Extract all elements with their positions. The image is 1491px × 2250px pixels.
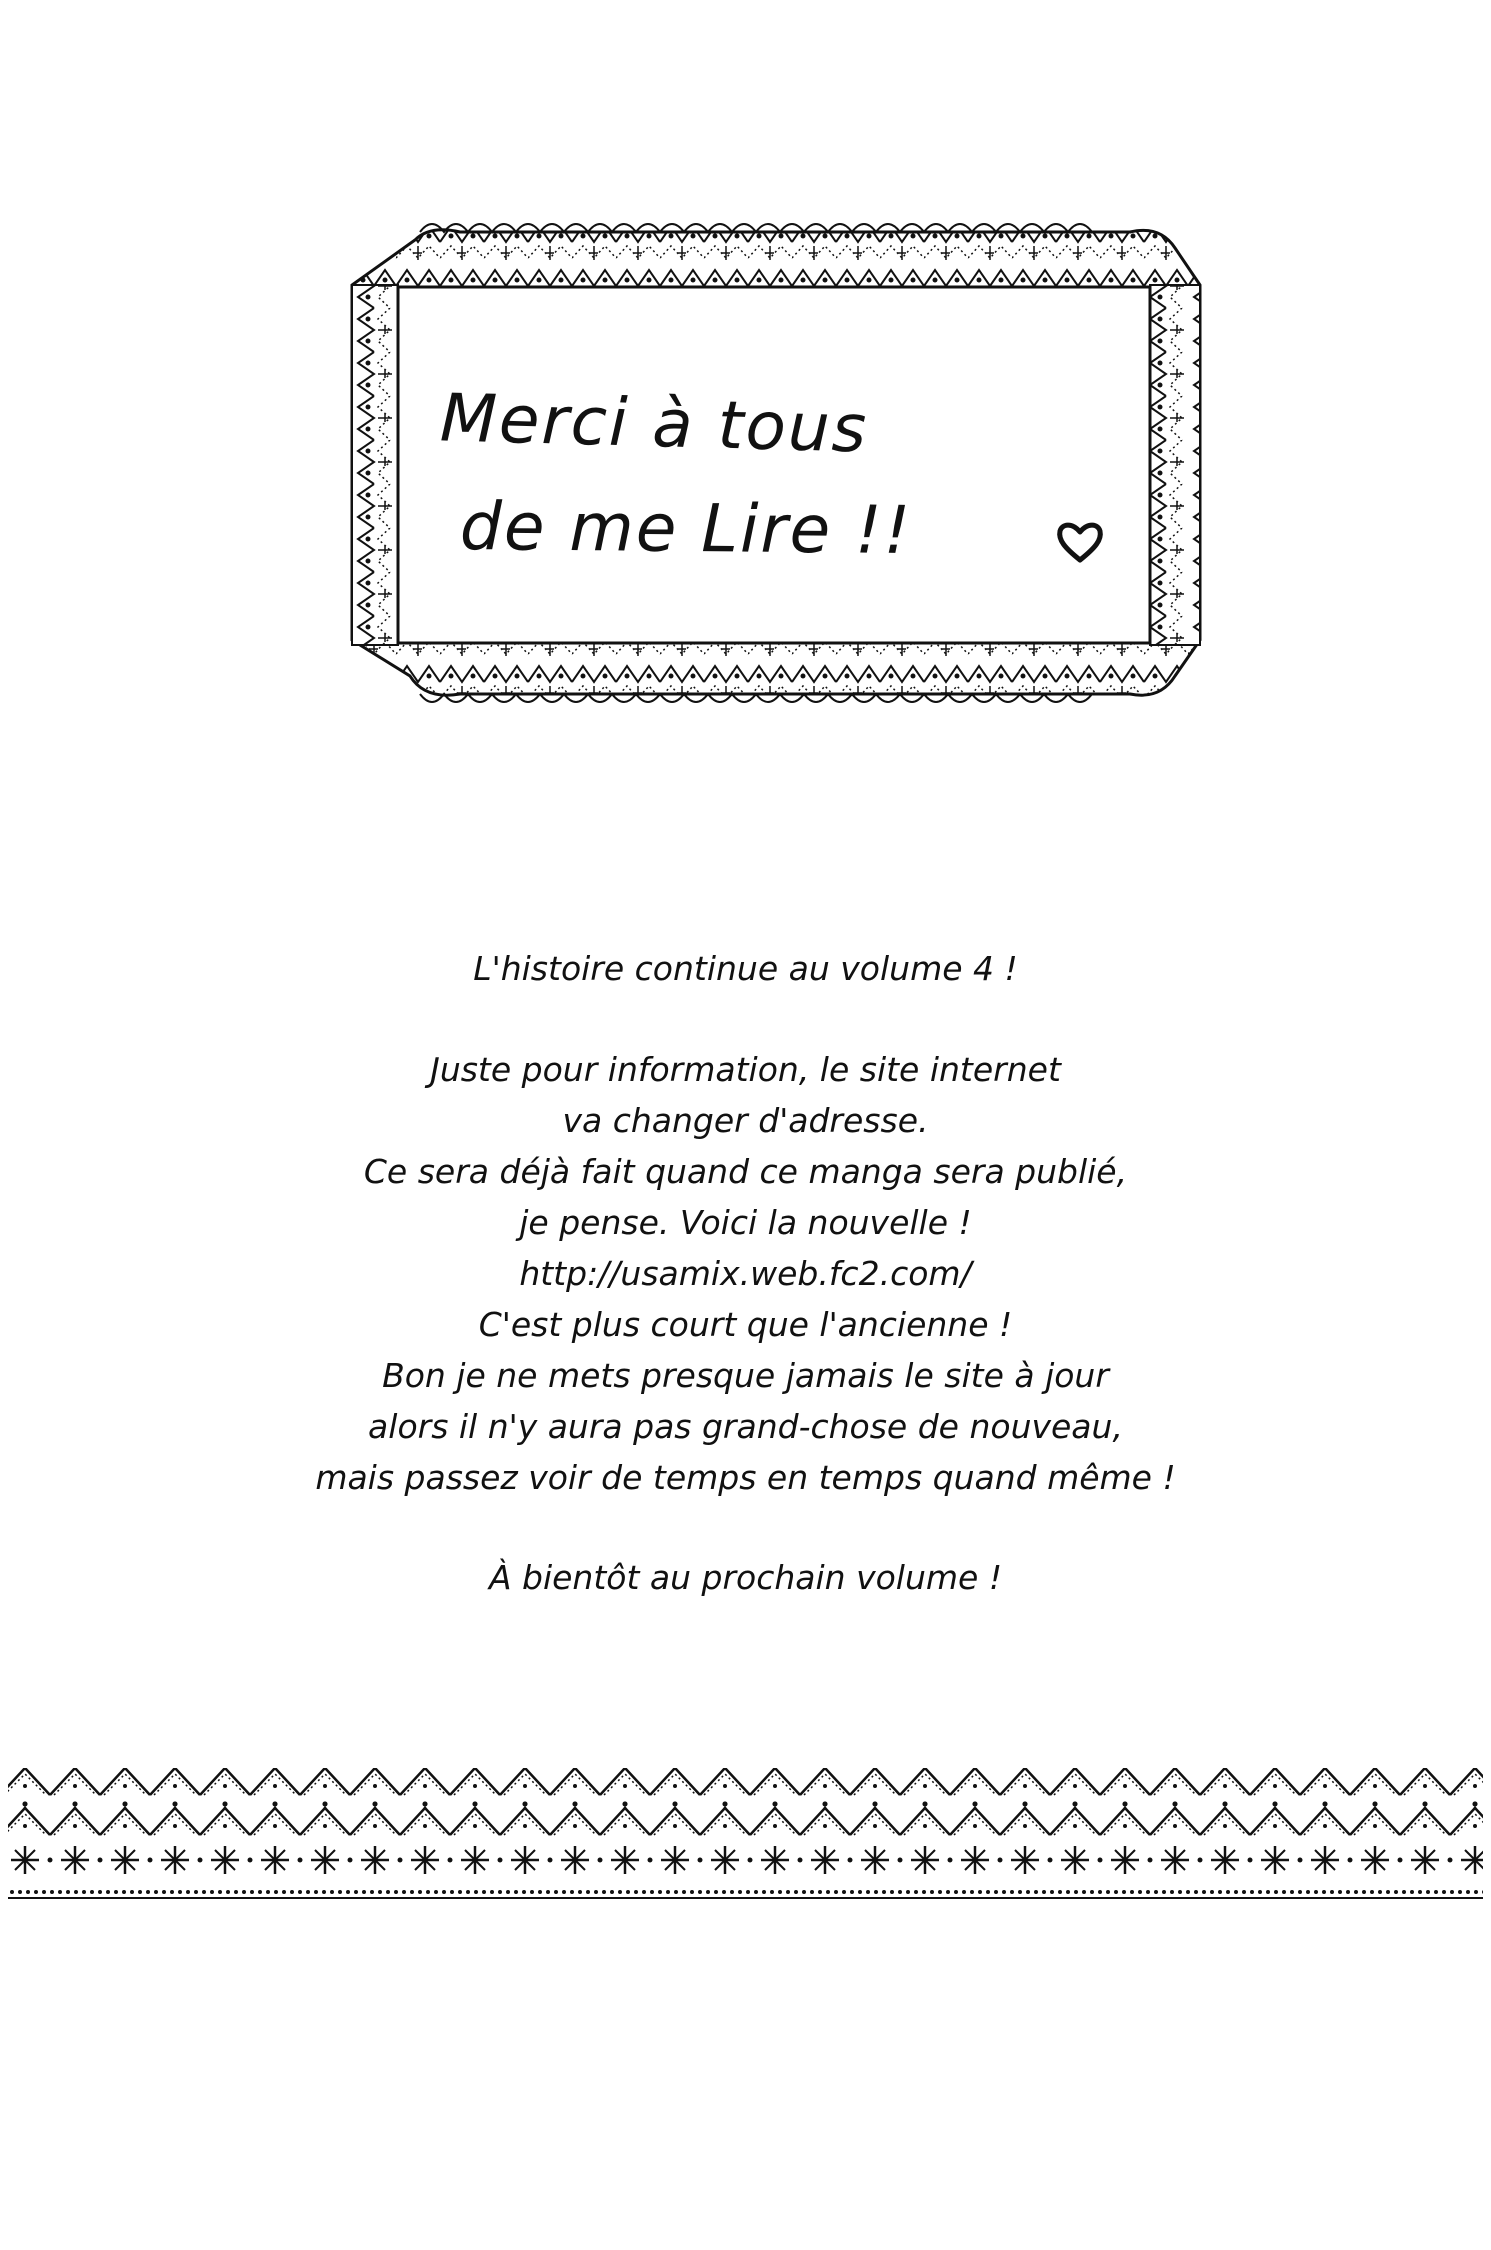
closing-paragraph: À bientôt au prochain volume ! [488,1558,1003,1597]
text-line: mais passez voir de temps en temps quand même ! [315,1458,1176,1497]
title-line-2: de me Lire !! [459,488,913,569]
heart-icon [1055,520,1105,564]
title-line-1: Merci à tous [439,379,870,468]
text-line: Juste pour information, le site internet [430,1050,1061,1089]
text-line: je pense. Voici la nouvelle ! [519,1203,972,1242]
text-line: C'est plus court que l'ancienne ! [478,1305,1013,1344]
lace-frame [0,0,1491,760]
text-line: va changer d'adresse. [562,1101,929,1140]
lace-border [0,1760,1491,1920]
website-url: http://usamix.web.fc2.com/ [519,1254,972,1293]
info-paragraph [0,1044,1491,1503]
intro-paragraph: L'histoire continue au volume 4 ! [473,949,1018,988]
text-line: Bon je ne mets presque jamais le site à jour [382,1356,1109,1395]
text-line: alors il n'y aura pas grand-chose de nouveau, [368,1407,1123,1446]
text-line: Ce sera déjà fait quand ce manga sera publié, [363,1152,1128,1191]
